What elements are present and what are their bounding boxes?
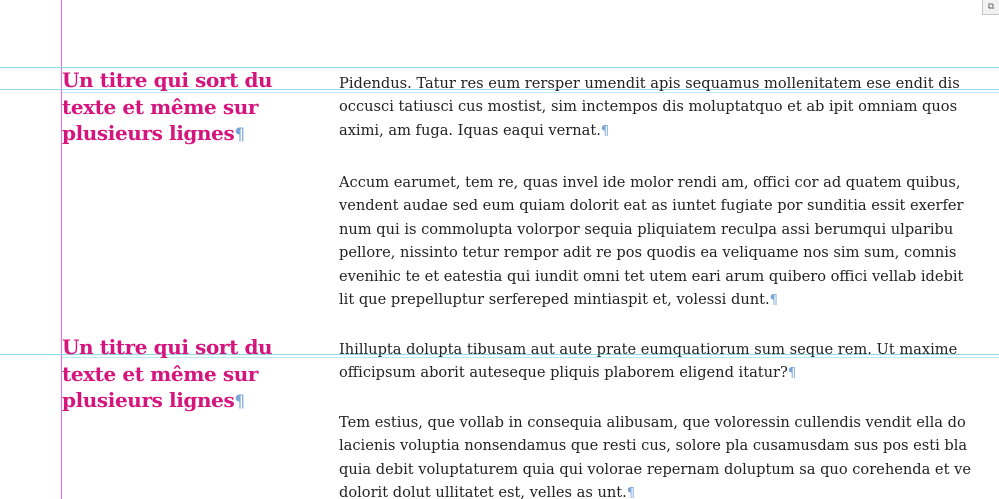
frame-options-icon[interactable]: ⧉	[982, 0, 999, 15]
heading-line: texte et même sur	[62, 361, 259, 386]
section-heading-1[interactable]	[62, 67, 302, 149]
text-line: Tem estius, que vollab in consequia alibusam, que voloressin cullendis vendit ella do	[339, 414, 966, 431]
text-line: dolorit dolut ullitatet est, velles as unt.	[339, 484, 627, 499]
pilcrow-icon: ¶	[234, 125, 245, 145]
body-paragraph-4[interactable]	[339, 411, 999, 499]
heading-line: texte et même sur	[62, 94, 259, 119]
heading-line: Un titre qui sort du	[62, 68, 273, 92]
text-line: quia debit voluptaturem quia qui volorae repernam doluptum sa quo corehenda et ve	[339, 460, 971, 478]
text-line: pellore, nissinto tetur rempor adit re pos quodis ea veliquame nos sim sum, comnis	[339, 244, 957, 262]
heading-line: plusieurs lignes	[62, 121, 235, 145]
pilcrow-icon: ¶	[626, 486, 636, 499]
pilcrow-icon: ¶	[787, 366, 797, 382]
text-line: evenihic te et eatestia qui iundit omni tet utem eari arum quibero offici vellab idebit	[339, 267, 964, 285]
text-line: officipsum aborit auteseque pliquis plaborem eligend itatur?	[339, 364, 788, 382]
text-line: lacienis voluptia nonsendamus que resti cus, solore pla cusamusdam sus pos esti bla	[339, 437, 968, 455]
text-line: Ihillupta dolupta tibusam aut aute prate eumquatiorum sum seque rem. Ut maxime	[339, 341, 958, 358]
text-line: vendent audae sed eum quiam dolorit eat as iuntet fugiate por sunditia essit exerfer	[339, 197, 964, 215]
pilcrow-icon: ¶	[234, 392, 245, 412]
text-line: Accum earumet, tem re, quas invel ide molor rendi am, offici cor ad quatem quibus,	[339, 174, 961, 191]
text-line: Pidendus. Tatur res eum rersper umendit apis sequamus mollenitatem ese endit dis	[339, 75, 960, 92]
text-line: aximi, am fuga. Iquas eaqui vernat.	[339, 121, 601, 139]
pilcrow-icon: ¶	[600, 123, 610, 139]
text-line: occusci tatiusci cus mostist, sim inctempos dis moluptatquo et ab ipit omniam quos	[339, 98, 958, 116]
pilcrow-icon: ¶	[769, 293, 778, 309]
text-line: lit que prepelluptur serfereped mintiaspit et, volessi dunt.	[339, 291, 770, 309]
body-paragraph-2[interactable]	[339, 171, 999, 312]
section-heading-2[interactable]	[62, 334, 302, 416]
body-paragraph-3[interactable]	[339, 338, 999, 386]
heading-line: Un titre qui sort du	[62, 335, 273, 359]
heading-line: plusieurs lignes	[62, 388, 235, 412]
body-paragraph-1[interactable]	[339, 72, 999, 143]
text-line: num qui is commolupta volorpor sequia pliquiatem reculpa assi berumqui ulparibu	[339, 220, 954, 238]
